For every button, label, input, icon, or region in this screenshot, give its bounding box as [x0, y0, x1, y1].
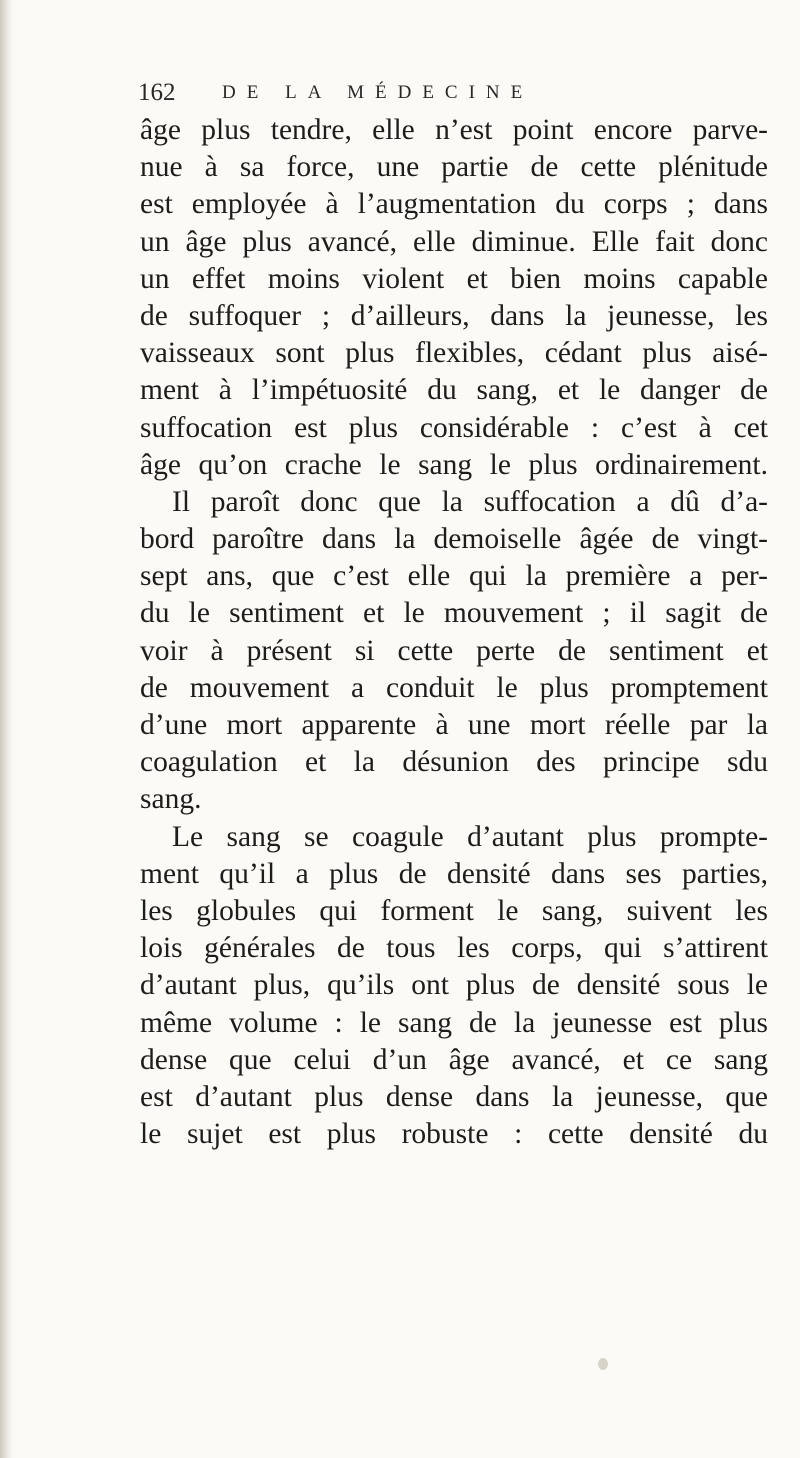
page-number: 162 — [138, 79, 176, 106]
text-line: un âge plus avancé, elle diminue. Elle fait donc — [140, 225, 768, 258]
text-line: âge qu’on crache le sang le plus ordinairement. — [140, 448, 768, 481]
text-line: du le sentiment et le mouvement ; il sagit de — [140, 597, 768, 630]
text-line: d’autant plus, qu’ils ont plus de densité sous le — [140, 969, 768, 1002]
text-line: lois générales de tous les corps, qui s’attirent — [140, 932, 768, 965]
text-line: bord paroître dans la demoiselle âgée de vingt- — [140, 523, 768, 556]
text-line: de suffoquer ; d’ailleurs, dans la jeunesse, les — [140, 299, 768, 332]
text-line: sept ans, que c’est elle qui la première a per- — [140, 560, 768, 593]
text-line: est employée à l’augmentation du corps ; dans — [140, 188, 768, 221]
text-line: Le sang se coagule d’autant plus prompte- — [172, 820, 768, 853]
text-line: sang. — [140, 783, 202, 816]
running-title: DE LA MÉDECINE — [222, 82, 534, 103]
text-line: âge plus tendre, elle n’est point encore parve- — [140, 114, 768, 146]
body-text — [140, 112, 768, 1153]
binding-shadow — [0, 0, 14, 1458]
text-line: coagulation et la désunion des principe sdu — [140, 746, 768, 779]
text-line: est d’autant plus dense dans la jeunesse, que — [140, 1080, 768, 1113]
text-line: le sujet est plus robuste : cette densité du — [140, 1118, 768, 1151]
text-line: vaisseaux sont plus flexibles, cédant plus aisé- — [140, 337, 768, 370]
text-line: même volume : le sang de la jeunesse est plus — [140, 1006, 768, 1039]
text-line: suffocation est plus considérable : c’est à cet — [140, 411, 768, 444]
text-line: les globules qui forment le sang, suivent les — [140, 894, 768, 927]
text-line: d’une mort apparente à une mort réelle par la — [140, 709, 768, 741]
text-line: Il paroît donc que la suffocation a dû d’a- — [172, 485, 768, 518]
text-line: un effet moins violent et bien moins capable — [140, 262, 768, 295]
text-line: nue à sa force, une partie de cette plénitude — [140, 151, 768, 184]
paper-speck — [598, 1358, 608, 1370]
text-line: dense que celui d’un âge avancé, et ce sang — [140, 1043, 768, 1076]
text-line: voir à présent si cette perte de sentiment et — [140, 634, 768, 667]
text-line: ment à l’impétuosité du sang, et le danger de — [140, 374, 768, 407]
text-line: de mouvement a conduit le plus promptement — [140, 671, 768, 704]
text-line: ment qu’il a plus de densité dans ses parties, — [140, 857, 768, 890]
